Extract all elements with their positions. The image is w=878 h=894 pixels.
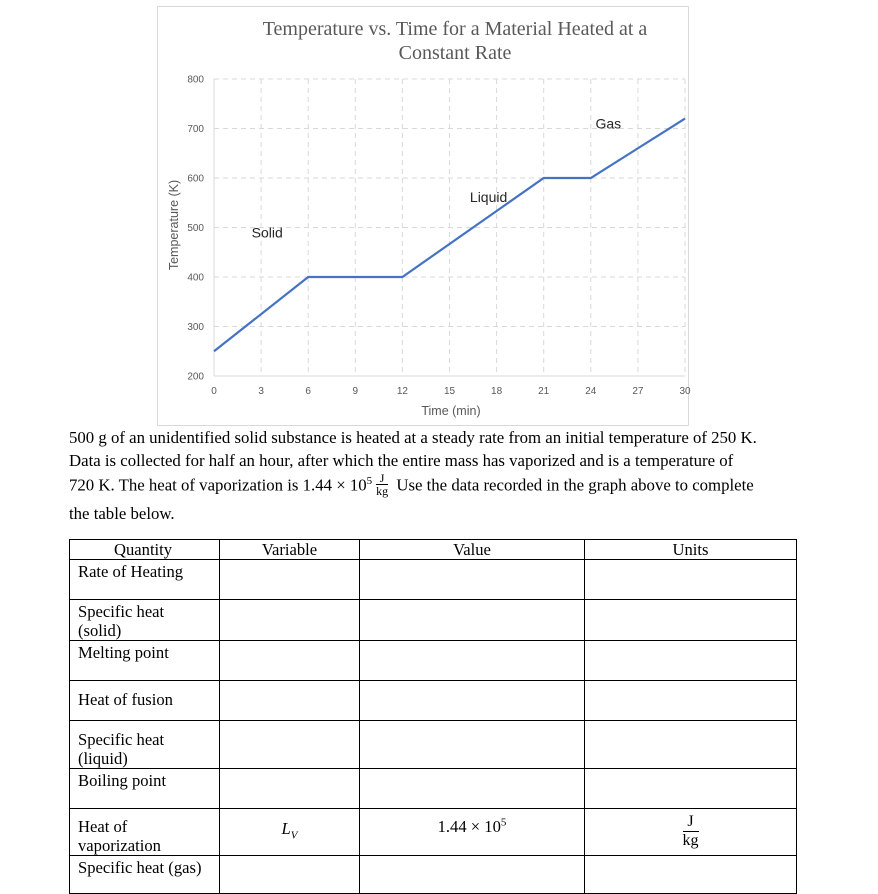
quantity-cell <box>70 600 220 641</box>
phase-label-gas: Gas <box>595 115 622 132</box>
x-axis-title: Time (min) <box>421 404 481 418</box>
header-variable: Variable <box>220 540 360 560</box>
units-input-cell[interactable] <box>585 600 797 641</box>
quantity-text: Heat of fusion <box>78 690 173 709</box>
value-input-cell[interactable] <box>360 681 585 721</box>
variable-input-cell[interactable] <box>220 560 360 600</box>
variable-input-cell[interactable] <box>220 641 360 681</box>
quantity-text: Boiling point <box>78 771 167 790</box>
chart-title-line2: Constant Rate <box>398 42 512 64</box>
quantity-cell <box>70 721 220 769</box>
units-input-cell[interactable] <box>585 681 797 721</box>
unit-fraction <box>376 472 388 497</box>
units-input-cell[interactable] <box>585 560 797 600</box>
x-tick-label: 21 <box>538 386 550 397</box>
quantity-cell <box>70 809 220 856</box>
quantity-text-2: vaporization <box>78 836 161 855</box>
value-input-cell[interactable] <box>360 721 585 769</box>
variable-input-cell[interactable] <box>220 681 360 721</box>
data-table <box>69 539 797 894</box>
quantity-cell <box>70 681 220 721</box>
quantity-text-2: (solid) <box>78 621 122 640</box>
quantity-text: Heat of <box>78 817 128 836</box>
table-row <box>70 560 797 600</box>
value-input-cell[interactable] <box>360 600 585 641</box>
table-row <box>70 769 797 809</box>
y-tick-label: 200 <box>187 371 204 383</box>
table-row <box>70 600 797 641</box>
value-input-cell[interactable] <box>360 856 585 894</box>
units-input-cell[interactable] <box>585 641 797 681</box>
problem-exponent: 5 <box>366 474 373 487</box>
table-row <box>70 641 797 681</box>
unit-denominator: kg <box>376 484 389 498</box>
x-tick-label: 15 <box>443 386 456 397</box>
x-tick-label: 18 <box>491 386 503 397</box>
quantity-text-2: (liquid) <box>78 749 128 768</box>
units-numerator: J <box>683 813 699 832</box>
quantity-text: Rate of Heating <box>78 562 184 581</box>
y-tick-label: 800 <box>187 74 204 86</box>
chart-container <box>157 6 689 426</box>
variable-input-cell[interactable] <box>220 856 360 894</box>
x-tick-label: 27 <box>632 386 644 397</box>
phase-label-solid: Solid <box>251 224 283 241</box>
units-input-cell[interactable] <box>585 769 797 809</box>
temperature-time-chart <box>158 7 691 425</box>
problem-line-3 <box>69 471 809 499</box>
quantity-text: Melting point <box>78 643 169 662</box>
value-input-cell[interactable] <box>360 641 585 681</box>
variable-input-cell[interactable] <box>220 721 360 769</box>
quantity-text: Specific heat <box>78 602 165 621</box>
quantity-cell <box>70 560 220 600</box>
problem-statement <box>69 427 809 526</box>
quantity-cell <box>70 856 220 894</box>
table-row <box>70 809 797 856</box>
header-units: Units <box>585 540 797 560</box>
value-input-cell[interactable] <box>360 560 585 600</box>
variable-cell <box>220 809 360 856</box>
y-tick-label: 400 <box>187 272 204 284</box>
table-row <box>70 856 797 894</box>
problem-line-3-start: 720 K. The heat of vaporization is 1.44 × 10 <box>69 475 367 495</box>
variable-input-cell[interactable] <box>220 769 360 809</box>
value-text: 1.44 × 10 <box>437 817 501 836</box>
y-tick-label: 700 <box>187 124 204 135</box>
quantity-text: Specific heat (gas) <box>78 858 202 877</box>
y-tick-label: 500 <box>187 223 204 234</box>
variable-subscript: V <box>290 829 298 842</box>
units-fraction <box>683 813 699 850</box>
y-axis-title: Temperature (K) <box>167 179 181 271</box>
quantity-cell <box>70 641 220 681</box>
units-input-cell[interactable] <box>585 856 797 894</box>
units-denominator: kg <box>682 832 699 849</box>
x-tick-label: 9 <box>352 386 359 397</box>
x-tick-label: 3 <box>258 386 264 397</box>
problem-line-4: the table below. <box>69 504 175 523</box>
value-cell <box>360 809 585 856</box>
table-row <box>70 681 797 721</box>
x-tick-label: 30 <box>679 386 691 397</box>
phase-label-liquid: Liquid <box>469 188 508 205</box>
variable-symbol: L <box>281 819 291 838</box>
quantity-cell <box>70 769 220 809</box>
header-quantity: Quantity <box>70 540 220 560</box>
table-header-row <box>70 540 797 560</box>
units-cell <box>585 809 797 856</box>
y-tick-label: 600 <box>187 173 204 185</box>
unit-numerator: J <box>376 472 388 485</box>
value-input-cell[interactable] <box>360 769 585 809</box>
value-exponent: 5 <box>500 816 507 829</box>
y-tick-label: 300 <box>187 322 204 333</box>
quantity-text: Specific heat <box>78 730 165 749</box>
problem-line-3-end: Use the data recorded in the graph above to complete <box>392 475 754 495</box>
table-row <box>70 721 797 769</box>
units-input-cell[interactable] <box>585 721 797 769</box>
problem-line-2: Data is collected for half an hour, after which the entire mass has vaporized and is a temperature of <box>69 450 734 470</box>
x-tick-label: 12 <box>396 386 408 397</box>
x-tick-label: 6 <box>305 386 311 397</box>
problem-line-1: 500 g of an unidentified solid substance is heated at a steady rate from an initial temperature of 250 K. <box>69 428 757 447</box>
header-value: Value <box>360 540 585 560</box>
x-tick-label: 24 <box>585 386 597 397</box>
x-tick-label: 0 <box>211 386 217 397</box>
chart-title-line1: Temperature vs. Time for a Material Heated at a <box>262 18 648 40</box>
variable-input-cell[interactable] <box>220 600 360 641</box>
